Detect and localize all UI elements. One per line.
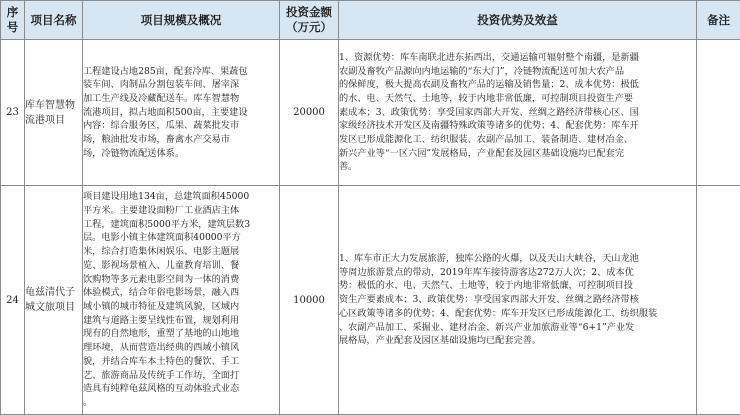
header-advantage: 投资优势及效益	[339, 1, 697, 40]
header-amount: 投资金额 （万元）	[280, 1, 339, 40]
row-scale: 工程建设占地285亩，配套冷库、果蔬包 装车间、肉制品分割包装车间、屠宰深 加工生产线及冷藏配送车。库车智慧物 流港项目，拟占地面积500亩，主要建设 内容：综合服务区，瓜果、蔬菜批发市 场，粮油批发市场，畜禽水产交易市 场，冷链物流配送体系。	[83, 40, 280, 186]
table-row	[1, 40, 740, 186]
row-seq: 24	[1, 186, 25, 415]
row-note	[697, 186, 740, 415]
header-scale: 项目规模及概况	[83, 1, 280, 40]
table-row	[1, 186, 740, 415]
header-project-name: 项目名称	[25, 1, 83, 40]
row-seq: 23	[1, 40, 25, 186]
row-scale: 项目建设用地134亩，总建筑面积45000 平方米。主要建设面粉厂工业酒店主体 工程，建筑面积5000平方米，建筑层数3 层。电影小镇主体建筑面积40000平方 米，综合打造集休闲娱乐、电影主题展 览、影视场景植入、儿童教育培训、餐 饮购物等多元素电影空间为一体的消费 体验模式，结合年俗电影场景，融入西 域小镇的城市特征及建筑风貌，区域内 建筑与道路主要呈线性布置，规划利用 现有的自然地形，重塑了基地的山地地 理环境，从而营造出经典的西域小镇风 貌，并结合库车本土特色的餐饮、手工 艺、旅游商品及传统手工作坊，全面打 造具有纯粹龟兹风格的互动体验式业态 。	[83, 186, 280, 415]
header-seq: 序 号	[1, 1, 25, 40]
row-amount: 10000	[280, 186, 339, 415]
header-note: 备注	[697, 1, 740, 40]
row-project-name: 龟兹清代子 城文旅项目	[25, 186, 83, 415]
row-project-name: 库车智慧物 流港项目	[25, 40, 83, 186]
row-note	[697, 40, 740, 186]
table-header-row	[1, 1, 740, 40]
row-amount: 20000	[280, 40, 339, 186]
row-advantage: 1、资源优势：库车南联北进东拓西出，交通运输可辐射整个南疆，是新疆 农副及畜牧产品源向内地运输的“东大门”，冷链物流配送可加大农产品 的保鲜度，极大提高农副及畜牧产品的运输及销售量；2、成本优势：极低 的水、电、天然气、土地等，较于内地非常低廉，可控制项目投资生产要 素成本；3、政策优势：享受国家西部大开发、丝绸之路经济带核心区、国 家级经济技术开发区及南疆特殊政策等诸多的优势；4、配套优势：库车开 发区已形成能源化工、纺织服装、农副产品加工、装备制造、建材冶金、 新兴产业等“一区六园”发展格局，产业配套及园区基础设施均已配套完 善。	[339, 40, 697, 186]
row-advantage: 1、库车市正大力发展旅游，独库公路的火爆，以及天山大峡谷，天山龙池 等周边旅游景点的带动，2019年库车接待游客达272万人次；2、成本优 势：极低的水、电、天然气、土地等，较于内地非常低廉，可控制项目投 资生产要素成本；3、政策优势：享受国家西部大开发、丝绸之路经济带核 心区政策等诸多的优势；4、配套优势：库车开发区已形成能源化工、纺织服装 、农副产品加工、采掘业、建材冶金、新兴产业加旅游业等“6+1”产业发 展格局，产业配套及园区基础设施均已配套完善。	[339, 186, 697, 415]
